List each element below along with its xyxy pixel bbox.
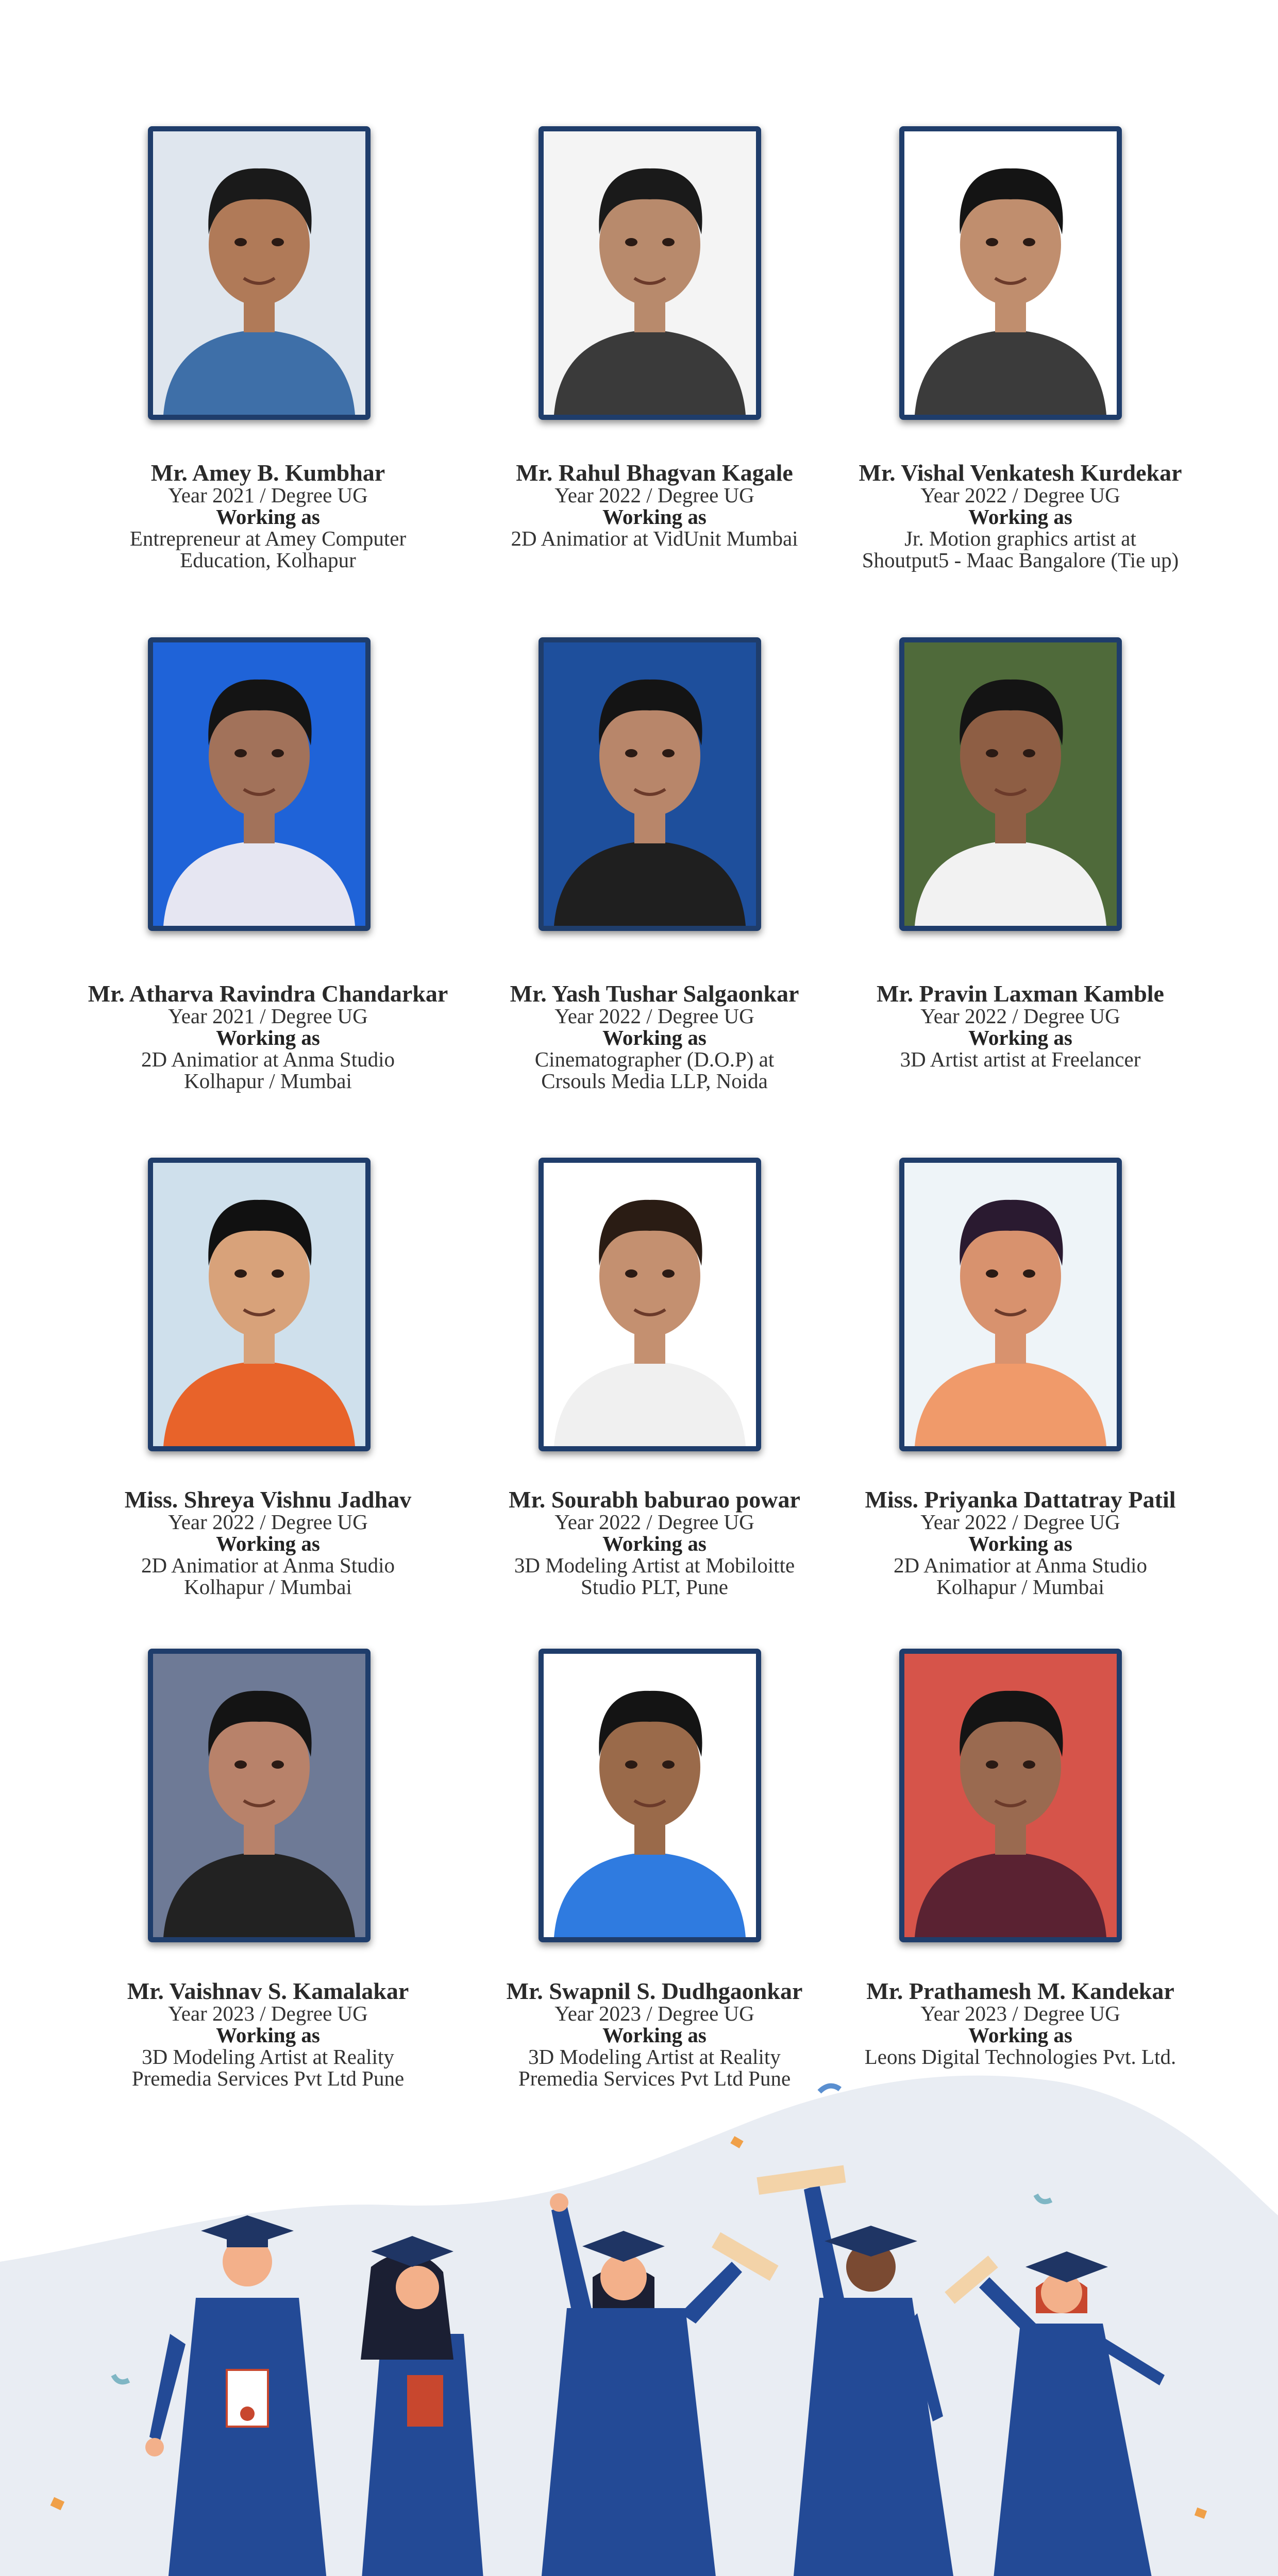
photo-yash <box>539 637 761 931</box>
working-as-label: Working as <box>216 505 320 529</box>
photo-vishal <box>899 126 1122 420</box>
graduate-year: Year 2022 / Degree UG <box>554 1004 754 1028</box>
photo-vaishnav <box>148 1649 371 1942</box>
graduate-role-line2: Premedia Services Pvt Ltd Pune <box>131 2066 405 2090</box>
graduate-year: Year 2023 / Degree UG <box>168 2002 368 2025</box>
graduate-role-line2: Education, Kolhapur <box>180 548 356 572</box>
graduation-illustration <box>0 2045 1278 2576</box>
graduate-year: Year 2023 / Degree UG <box>554 2002 754 2025</box>
graduate-card-amey <box>77 461 459 571</box>
graduate-year: Year 2023 / Degree UG <box>920 2002 1120 2025</box>
graduate-name: Miss. Shreya Vishnu Jadhav <box>124 1486 412 1513</box>
working-as-label: Working as <box>968 1026 1072 1049</box>
graduate-year: Year 2022 / Degree UG <box>920 1510 1120 1534</box>
graduate-card-priyanka <box>830 1488 1211 1598</box>
working-as-label: Working as <box>602 2023 707 2047</box>
graduate-name: Miss. Priyanka Dattatray Patil <box>865 1486 1176 1513</box>
graduate-card-pravin <box>830 982 1211 1070</box>
graduate-role-line2: Kolhapur / Mumbai <box>184 1069 352 1093</box>
graduate-role-line1: 2D Animatior at VidUnit Mumbai <box>511 527 798 550</box>
working-as-label: Working as <box>968 1532 1072 1555</box>
working-as-label: Working as <box>602 1532 707 1555</box>
graduate-name: Mr. Prathamesh M. Kandekar <box>866 1978 1174 2004</box>
graduate-name: Mr. Amey B. Kumbhar <box>150 460 385 486</box>
photo-sourabh <box>539 1158 761 1451</box>
graduate-card-atharva <box>77 982 459 1092</box>
graduate-name: Mr. Sourabh baburao powar <box>509 1486 800 1513</box>
graduate-card-sourabh <box>464 1488 845 1598</box>
graduate-name: Mr. Rahul Bhagvan Kagale <box>516 460 793 486</box>
graduate-role-line1: Entrepreneur at Amey Computer <box>129 527 407 550</box>
graduate-card-yash <box>464 982 845 1092</box>
graduate-role-line1: Cinematographer (D.O.P) at <box>534 1047 775 1071</box>
graduate-role-line2: Studio PLT, Pune <box>581 1575 728 1599</box>
graduate-role-line2: Shoutput5 - Maac Bangalore (Tie up) <box>862 548 1179 572</box>
photo-atharva <box>148 637 371 931</box>
graduate-card-vishal <box>830 461 1211 571</box>
photo-priyanka <box>899 1158 1122 1451</box>
working-as-label: Working as <box>602 1026 707 1049</box>
working-as-label: Working as <box>216 2023 320 2047</box>
graduate-role-line2: Crsouls Media LLP, Noida <box>541 1069 768 1093</box>
photo-prathamesh <box>899 1649 1122 1942</box>
graduate-role-line2: Premedia Services Pvt Ltd Pune <box>518 2066 791 2090</box>
graduate-name: Mr. Swapnil S. Dudhgaonkar <box>506 1978 803 2004</box>
graduate-year: Year 2021 / Degree UG <box>168 1004 368 1028</box>
graduate-role-line1: 2D Animatior at Anma Studio <box>141 1553 395 1577</box>
working-as-label: Working as <box>968 2023 1072 2047</box>
graduate-role-line1: Jr. Motion graphics artist at <box>904 527 1136 550</box>
graduate-name: Mr. Pravin Laxman Kamble <box>877 980 1164 1007</box>
photo-rahul <box>539 126 761 420</box>
graduate-year: Year 2022 / Degree UG <box>920 1004 1120 1028</box>
graduate-role-line1: Leons Digital Technologies Pvt. Ltd. <box>864 2045 1176 2069</box>
graduate-role-line2: Kolhapur / Mumbai <box>184 1575 352 1599</box>
graduate-role-line2: Kolhapur / Mumbai <box>936 1575 1104 1599</box>
graduate-card-shreya <box>77 1488 459 1598</box>
photo-swapnil <box>539 1649 761 1942</box>
working-as-label: Working as <box>216 1532 320 1555</box>
graduate-name: Mr. Yash Tushar Salgaonkar <box>510 980 799 1007</box>
graduate-year: Year 2022 / Degree UG <box>920 483 1120 507</box>
graduate-year: Year 2022 / Degree UG <box>554 483 754 507</box>
graduate-year: Year 2022 / Degree UG <box>168 1510 368 1534</box>
graduate-role-line1: 3D Modeling Artist at Mobiloitte <box>514 1553 795 1577</box>
photo-amey <box>148 126 371 420</box>
graduate-role-line1: 3D Modeling Artist at Reality <box>528 2045 781 2069</box>
graduate-year: Year 2022 / Degree UG <box>554 1510 754 1534</box>
graduate-name: Mr. Vaishnav S. Kamalakar <box>127 1978 409 2004</box>
photo-pravin <box>899 637 1122 931</box>
graduate-role-line1: 2D Animatior at Anma Studio <box>894 1553 1147 1577</box>
graduate-role-line1: 3D Modeling Artist at Reality <box>142 2045 394 2069</box>
graduate-role-line1: 2D Animatior at Anma Studio <box>141 1047 395 1071</box>
graduate-name: Mr. Vishal Venkatesh Kurdekar <box>859 460 1182 486</box>
working-as-label: Working as <box>968 505 1072 529</box>
working-as-label: Working as <box>602 505 707 529</box>
graduate-year: Year 2021 / Degree UG <box>168 483 368 507</box>
photo-shreya <box>148 1158 371 1451</box>
graduate-role-line1: 3D Artist artist at Freelancer <box>900 1047 1141 1071</box>
graduate-name: Mr. Atharva Ravindra Chandarkar <box>88 980 448 1007</box>
working-as-label: Working as <box>216 1026 320 1049</box>
graduate-card-rahul <box>464 461 845 549</box>
